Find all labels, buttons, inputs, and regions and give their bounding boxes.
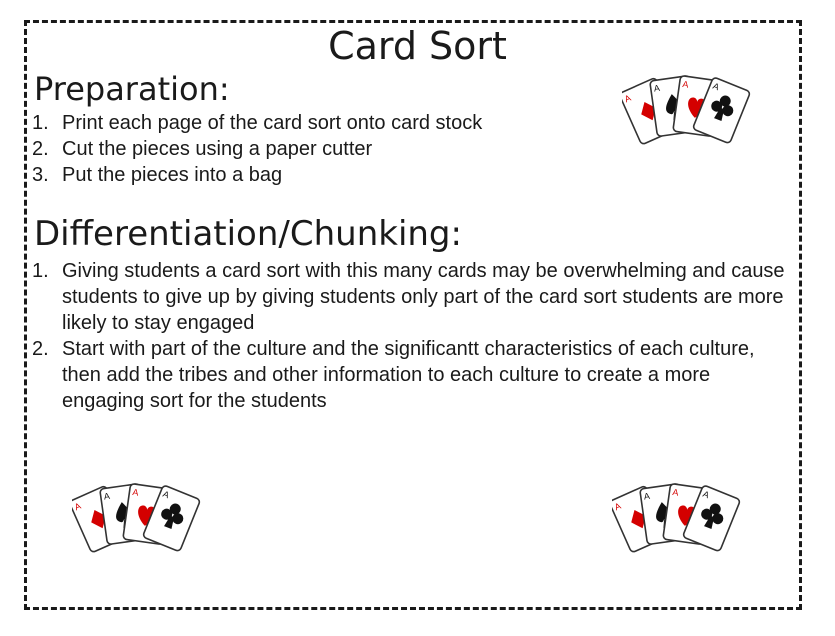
list-item-text: Giving students a card sort with this many cards may be overwhelming and cause students to give up by giving students only part of the card sort students are more likely to stay engaged [62,260,785,334]
list-number: 3. [32,164,49,186]
list-item-text: Put the pieces into a bag [62,164,283,186]
playing-cards-icon [72,470,202,560]
list-item [32,110,592,136]
list-item-text: Cut the pieces using a paper cutter [62,138,373,160]
preparation-heading: Preparation: [34,70,230,108]
list-number: 2. [32,138,49,160]
list-item [32,336,792,414]
differentiation-heading: Differentiation/Chunking: [34,214,462,254]
differentiation-list [32,258,792,414]
list-number: 1. [32,260,49,282]
list-item [32,162,592,188]
list-item-text: Start with part of the culture and the significantt characteristics of each culture, then add the tribes and other information to each culture to create a more engaging sort for the students [62,338,755,412]
list-item [32,136,592,162]
playing-cards-icon [622,62,752,152]
page-title: Card Sort [328,24,507,68]
playing-cards-icon [612,470,742,560]
list-number: 1. [32,112,49,134]
preparation-list [32,110,592,188]
list-number: 2. [32,338,49,360]
list-item [32,258,792,336]
list-item-text: Print each page of the card sort onto card stock [62,112,483,134]
